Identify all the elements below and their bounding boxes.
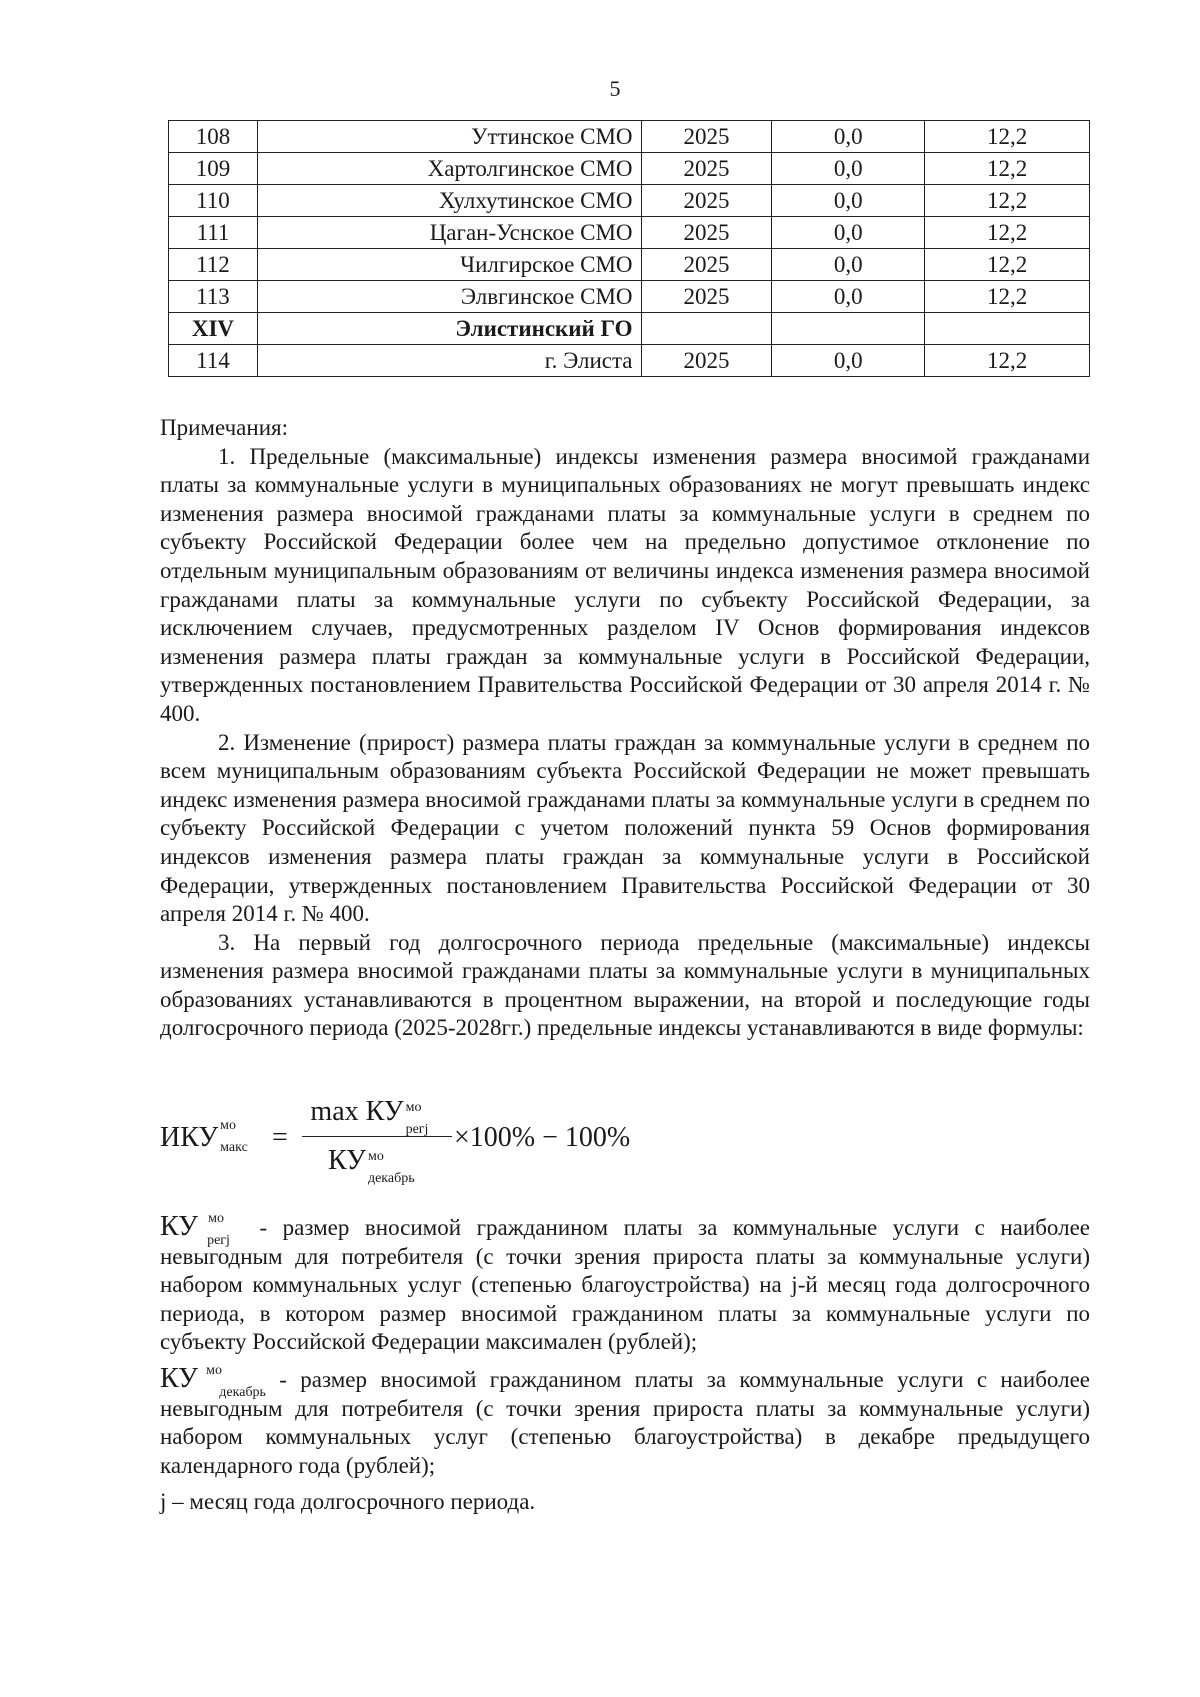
definition-ku-december: [160, 1362, 1090, 1480]
municipality-name-cell: Хартолгинское СМО: [257, 153, 641, 185]
formula-denominator: [302, 1139, 452, 1186]
def2-sup: мо: [206, 1362, 222, 1378]
year-cell: 2025: [641, 281, 772, 313]
index-min-cell: 0,0: [772, 153, 925, 185]
table-row: [169, 345, 1090, 377]
index-min-cell: [772, 313, 925, 345]
municipality-index-table: [168, 120, 1090, 377]
index-max-cell: [925, 313, 1090, 345]
def1-sup: мо: [208, 1211, 224, 1226]
year-cell: 2025: [641, 153, 772, 185]
index-min-cell: 0,0: [772, 217, 925, 249]
definition-ku-reg: [160, 1213, 1090, 1357]
index-min-cell: 0,0: [772, 185, 925, 217]
definitions-section: [160, 1213, 1090, 1517]
table-row: [169, 185, 1090, 217]
formula-tail: ×100% − 100%: [454, 1122, 631, 1153]
index-min-cell: 0,0: [772, 345, 925, 377]
municipality-name-cell: Чилгирское СМО: [257, 249, 641, 281]
formula-num-sub: регj: [405, 1122, 429, 1137]
notes-heading: Примечания:: [160, 415, 288, 440]
index-min-cell: 0,0: [772, 249, 925, 281]
definition-j: j – месяц года долгосрочного периода.: [160, 1489, 536, 1515]
row-number-cell: 109: [169, 153, 258, 185]
table-row: [169, 121, 1090, 153]
formula-lhs-sup: мо: [220, 1118, 237, 1133]
row-number-cell: 108: [169, 121, 258, 153]
def1-symbol: КУ: [160, 1211, 198, 1242]
def2-symbol: КУ: [160, 1362, 198, 1394]
year-cell: 2025: [641, 217, 772, 249]
def1-sub: регj: [207, 1233, 230, 1248]
row-number-cell: 113: [169, 281, 258, 313]
formula-equals: =: [272, 1122, 288, 1153]
def1-text: - размер вносимой гражданином платы за коммунальные услуги с наиболее невыгодным для потребителя (с точки зрения прироста платы за коммунальные услуги) набором коммунальных услуг (степенью благоустройства) на j-й месяц года долгосрочного периода, в котором размер вносимой гражданином платы за коммунальные услуги по субъекту Российской Федерации максимален (рублей);: [160, 1215, 1090, 1355]
note-item-2: 2. Изменение (прирост) размера платы граждан за коммунальные услуги в среднем по всем муниципальным образованиям субъекта Российской Федерации не может превышать индекс изменения размера вносимой гражданами платы за коммунальные услуги в среднем по субъекту Российской Федерации с учетом положений пункта 59 Основ формирования индексов изменения размера платы граждан за коммунальные услуги в Российской Федерации, утвержденных постановлением Правительства Российской Федерации от 30 апреля 2014 г. № 400.: [160, 729, 1090, 927]
index-min-cell: 0,0: [772, 281, 925, 313]
formula-numerator: [302, 1090, 452, 1137]
table-row: [169, 281, 1090, 313]
table-row: [169, 217, 1090, 249]
index-max-cell: 12,2: [925, 217, 1090, 249]
municipality-name-cell: Хулхутинское СМО: [257, 185, 641, 217]
municipality-name-cell: Цаган-Уснское СМО: [257, 217, 641, 249]
year-cell: 2025: [641, 185, 772, 217]
formula-lhs-sub: макс: [220, 1140, 248, 1155]
year-cell: 2025: [641, 249, 772, 281]
index-max-cell: 12,2: [925, 153, 1090, 185]
formula-den-sub: декабрь: [367, 1171, 415, 1186]
index-max-cell: 12,2: [925, 121, 1090, 153]
year-cell: 2025: [641, 345, 772, 377]
municipality-name-cell: Уттинское СМО: [257, 121, 641, 153]
note-item-1: 1. Предельные (максимальные) индексы изменения размера вносимой гражданами платы за коммунальные услуги в муниципальных образованиях не могут превышать индекс изменения размера вносимой гражданами платы за коммунальные услуги в среднем по субъекту Российской Федерации более чем на предельно допустимое отклонение по отдельным муниципальным образованиям от величины индекса изменения размера вносимой гражданами платы за коммунальные услуги по субъекту Российской Федерации, за исключением случаев, предусмотренных разделом IV Основ формирования индексов изменения размера платы граждан за коммунальные услуги в Российской Федерации, утвержденных постановлением Правительства Российской Федерации от 30 апреля 2014 г. № 400.: [160, 443, 1090, 726]
page-number: 5: [609, 76, 621, 101]
index-max-cell: 12,2: [925, 345, 1090, 377]
def2-sub: декабрь: [219, 1384, 266, 1400]
formula-num-text: max КУ: [310, 1096, 404, 1127]
notes-section: [160, 414, 1090, 1043]
def2-text: - размер вносимой гражданином платы за коммунальные услуги с наиболее невыгодным для потребителя (с точки зрения прироста платы за коммунальные услуги) набором коммунальных услуг (степенью благоустройства) в декабре предыдущего календарного года (рублей);: [160, 1366, 1090, 1478]
municipality-name-cell: г. Элиста: [257, 345, 641, 377]
municipality-name-cell: Элистинский ГО: [257, 313, 641, 345]
formula-fraction: [302, 1090, 452, 1186]
index-min-cell: 0,0: [772, 121, 925, 153]
formula-lhs: [160, 1118, 268, 1155]
table-row: [169, 313, 1090, 345]
row-number-cell: 110: [169, 185, 258, 217]
formula-den-sup: мо: [367, 1149, 384, 1164]
index-max-cell: 12,2: [925, 281, 1090, 313]
year-cell: 2025: [641, 121, 772, 153]
index-max-cell: 12,2: [925, 249, 1090, 281]
index-formula: [160, 1090, 660, 1190]
table-row: [169, 153, 1090, 185]
year-cell: [641, 313, 772, 345]
municipality-name-cell: Элвгинское СМО: [257, 281, 641, 313]
formula-lhs-base: ИКУ: [160, 1122, 219, 1153]
formula-num-sup: мо: [405, 1100, 422, 1115]
row-number-cell: 114: [169, 345, 258, 377]
table-row: [169, 249, 1090, 281]
row-number-cell: XIV: [169, 313, 258, 345]
note-item-3: 3. На первый год долгосрочного периода предельные (максимальные) индексы изменения размера вносимой гражданами платы за коммунальные услуги в муниципальных образованиях устанавливаются в процентном выражении, на второй и последующие годы долгосрочного периода (2025-2028гг.) предельные индексы устанавливаются в виде формулы:: [160, 929, 1090, 1041]
index-max-cell: 12,2: [925, 185, 1090, 217]
formula-den-text: КУ: [328, 1145, 366, 1176]
row-number-cell: 111: [169, 217, 258, 249]
row-number-cell: 112: [169, 249, 258, 281]
